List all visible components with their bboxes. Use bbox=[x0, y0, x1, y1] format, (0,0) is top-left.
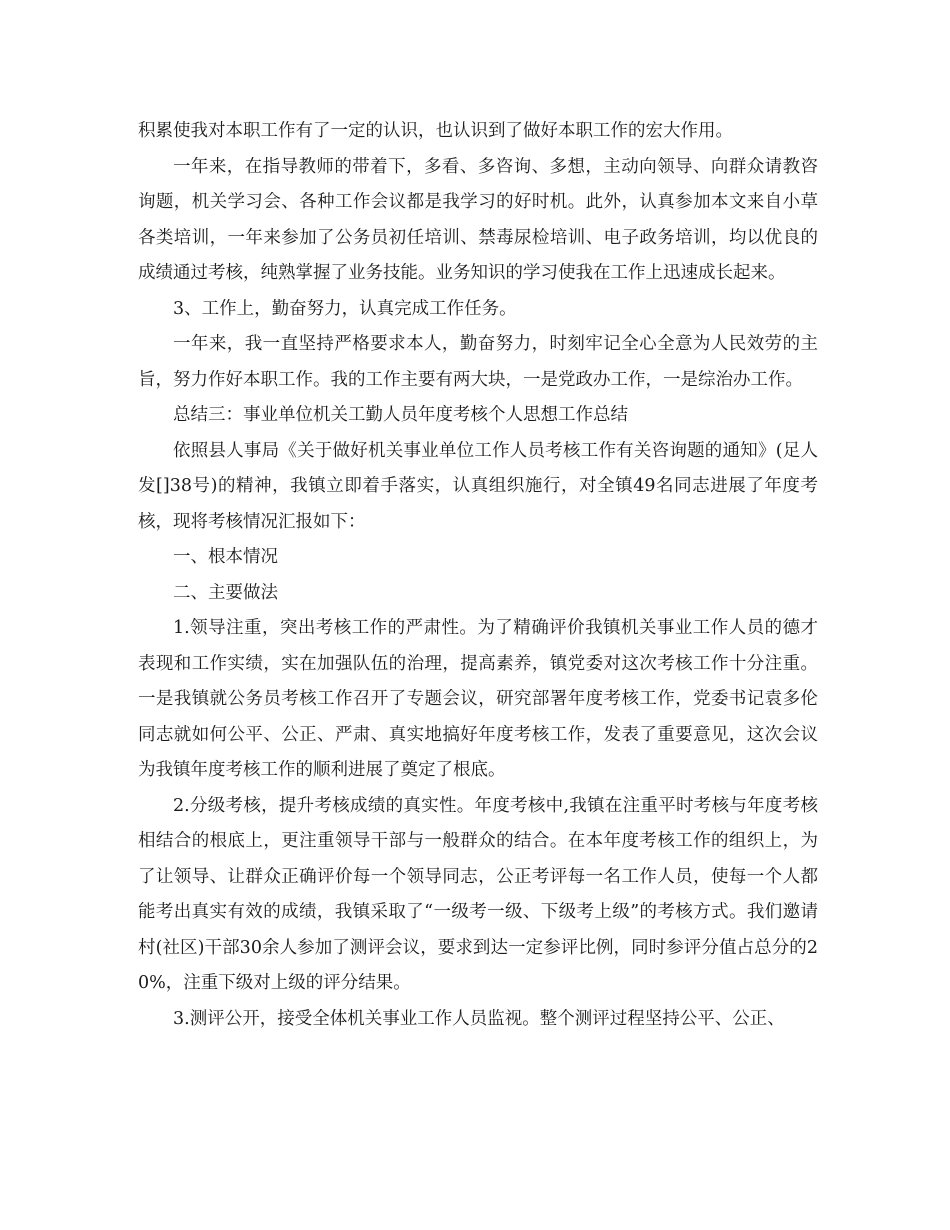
paragraph-1: 积累使我对本职工作有了一定的认识，也认识到了做好本职工作的宏大作用。 bbox=[138, 121, 733, 141]
paragraph-6: 依照县人事局《关于做好机关事业单位工作人员考核工作有关咨询题的通知》(足人发[]38号)的精神，我镇立即着手落实，认真组织施行，对全镇49名同志进展了年度考核，现将考核情况汇报如下： bbox=[138, 440, 818, 532]
document-body bbox=[138, 114, 818, 1037]
paragraph-4: 一年来，我一直坚持严格要求本人，勤奋努力，时刻牢记全心全意为人民效劳的主旨，努力作好本职工作。我的工作主要有两大块，一是党政办工作，一是综治办工作。 bbox=[138, 334, 818, 390]
paragraph-11: 3.测评公开，接受全体机关事业工作人员监视。整个测评过程坚持公平、公正、 bbox=[173, 1008, 785, 1029]
heading-main-practices: 二、主要做法 bbox=[173, 582, 278, 603]
paragraph-9: 1.领导注重，突出考核工作的严肃性。为了精确评价我镇机关事业工作人员的德才表现和工作实绩，实在加强队伍的治理，提高素养，镇党委对这次考核工作十分注重。一是我镇就公务员考核工作召开了专题会议，研究部署年度考核工作，党委书记袁多伦同志就如何公平、公正、严肃、真实地搞好年度考核工作，发表了重要意见，这次会议为我镇年度考核工作的顺利进展了奠定了根底。 bbox=[138, 618, 818, 780]
heading-basic-situation: 一、根本情况 bbox=[173, 547, 278, 567]
paragraph-3: 3、工作上，勤奋努力，认真完成工作任务。 bbox=[173, 298, 517, 319]
paragraph-2: 一年来，在指导教师的带着下，多看、多咨询、多想，主动向领导、向群众请教咨询题，机关学习会、各种工作会议都是我学习的好时机。此外，认真参加本文来自小草各类培训，一年来参加了公务员初任培训、禁毒尿检培训、电子政务培训，均以优良的成绩通过考核，纯熟掌握了业务技能。业务知识的学习使我在工作上迅速成长起来。 bbox=[138, 156, 818, 283]
section-heading-summary-three: 总结三：事业单位机关工勤人员年度考核个人思想工作总结 bbox=[173, 405, 628, 425]
paragraph-10: 2.分级考核，提升考核成绩的真实性。年度考核中,我镇在注重平时考核与年度考核相结合的根底上，更注重领导干部与一般群众的结合。在本年度考核工作的组织上，为了让领导、让群众正确评价每一个领导同志，公正考评每一名工作人员，使每一个人都能考出真实有效的成绩，我镇采取了“一级考一级、下级考上级”的考核方式。我们邀请村(社区)干部30余人参加了测评会议，要求到达一定参评比例，同时参评分值占总分的20%，注重下级对上级的评分结果。 bbox=[138, 795, 818, 993]
